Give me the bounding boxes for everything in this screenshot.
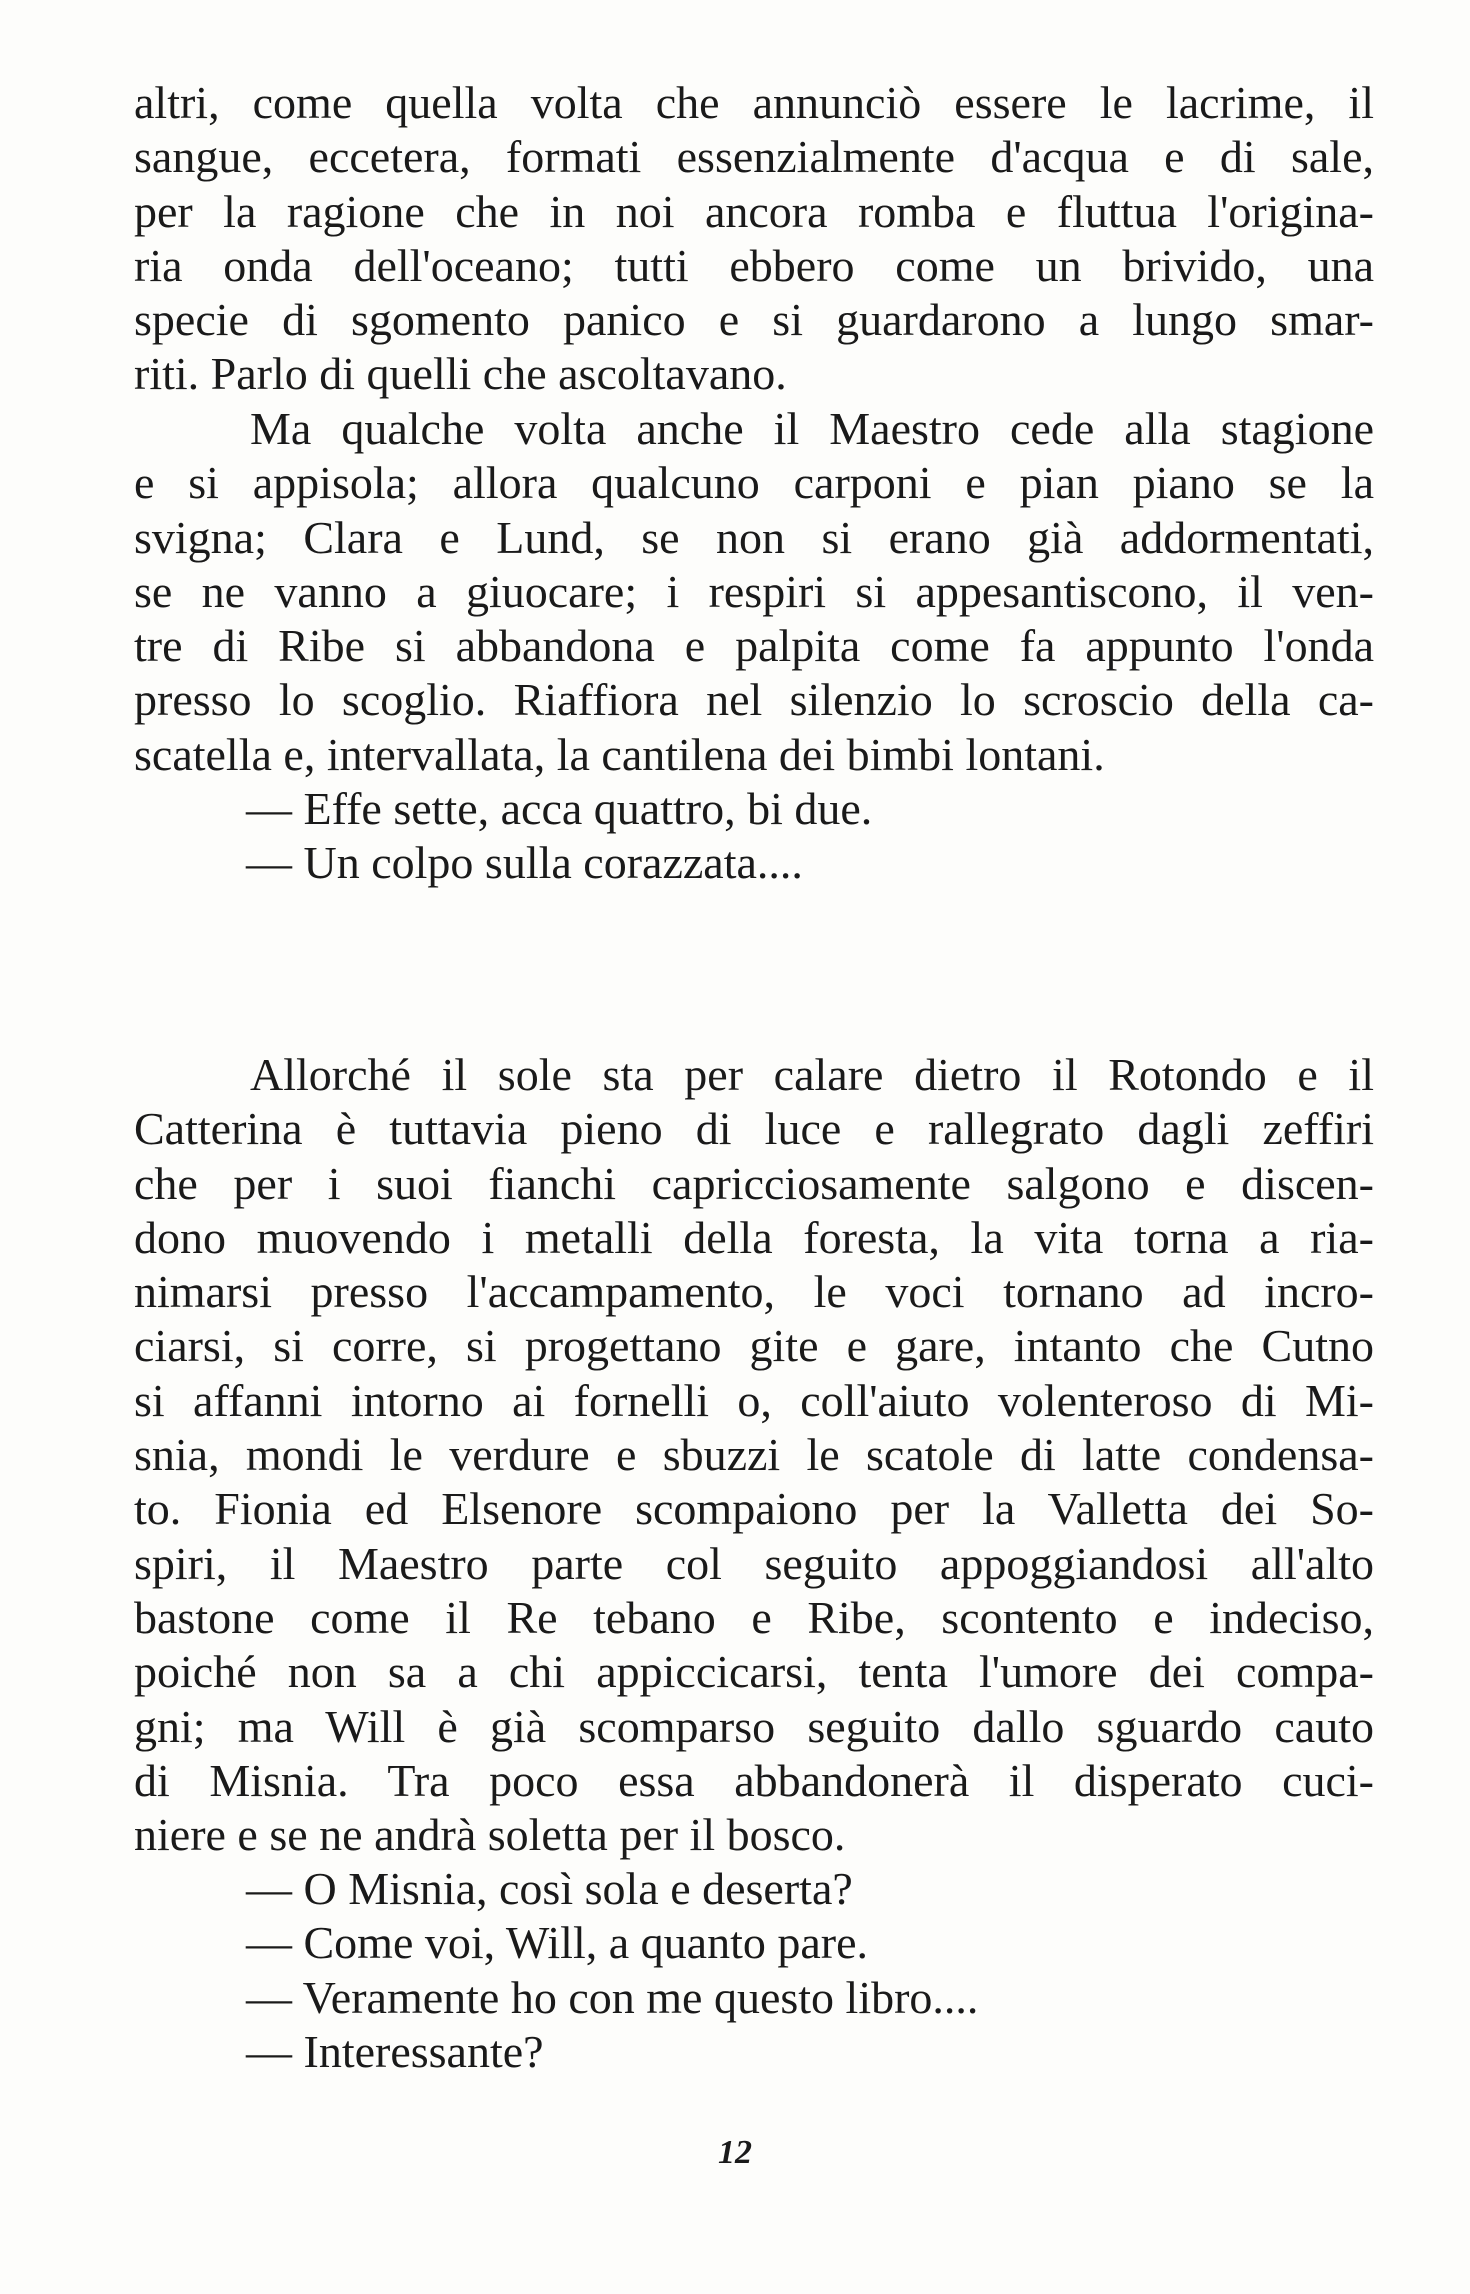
text-line: di Misnia. Tra poco essa abbandonerà il disperato cuci- (134, 1754, 1374, 1806)
dialogue-block (134, 782, 1374, 891)
paragraph-continuation (134, 76, 1374, 402)
paragraph-maestro (134, 402, 1374, 782)
text-line: riti. Parlo di quelli che ascoltavano. (134, 348, 787, 400)
dialogue-line: — Un colpo sulla corazzata.... (246, 837, 803, 889)
text-line: bastone come il Re tebano e Ribe, scontento e indeciso, (134, 1591, 1374, 1643)
text-line: tre di Ribe si abbandona e palpita come fa appunto l'onda (134, 620, 1374, 672)
dialogue-line: — Effe sette, acca quattro, bi due. (246, 783, 873, 834)
text-line: scatella e, intervallata, la cantilena dei bimbi lontani. (134, 728, 1105, 780)
text-line: specie di sgomento panico e si guardarono a lungo smar- (134, 294, 1374, 346)
text-line: altri, come quella volta che annunciò essere le lacrime, il (134, 77, 1374, 128)
text-line: ciarsi, si corre, si progettano gite e gare, intanto che Cutno (134, 1320, 1374, 1372)
text-line: se ne vanno a giuocare; i respiri si appesantiscono, il ven- (134, 565, 1374, 617)
text-line: Catterina è tuttavia pieno di luce e rallegrato dagli zeffiri (134, 1103, 1374, 1155)
text-line: si affanni intorno ai fornelli o, coll'aiuto volenteroso di Mi- (134, 1374, 1374, 1426)
text-line: Allorché il sole sta per calare dietro il Rotondo e il (250, 1049, 1374, 1100)
dialogue-line: — Come voi, Will, a quanto pare. (246, 1917, 869, 1969)
dialogue-line: — Interessante? (246, 2025, 544, 2077)
dialogue-line: — Veramente ho con me questo libro.... (246, 1971, 979, 2023)
text-line: svigna; Clara e Lund, se non si erano già addormentati, (134, 511, 1374, 563)
paragraph-sunset (134, 1048, 1374, 1862)
page-number: 12 (718, 2134, 752, 2171)
text-line: Ma qualche volta anche il Maestro cede alla stagione (250, 403, 1374, 454)
text-line: poiché non sa a chi appiccicarsi, tenta l'umore dei compa- (134, 1646, 1374, 1698)
text-line: gni; ma Will è già scomparso seguito dallo sguardo cauto (134, 1700, 1374, 1752)
text-line: nimarsi presso l'accampamento, le voci tornano ad incro- (134, 1266, 1374, 1318)
text-line: snia, mondi le verdure e sbuzzi le scatole di latte condensa- (134, 1429, 1374, 1481)
dialogue-line: — O Misnia, così sola e deserta? (246, 1863, 853, 1914)
text-line: e si appisola; allora qualcuno carponi e pian piano se la (134, 457, 1374, 509)
text-line: spiri, il Maestro parte col seguito appoggiandosi all'alto (134, 1537, 1374, 1589)
text-line: sangue, eccetera, formati essenzialmente d'acqua e di sale, (134, 131, 1374, 183)
text-line: dono muovendo i metalli della foresta, la vita torna a ria- (134, 1211, 1374, 1263)
text-line: to. Fionia ed Elsenore scompaiono per la Valletta dei So- (134, 1483, 1374, 1535)
text-line: per la ragione che in noi ancora romba e fluttua l'origina- (134, 185, 1374, 237)
dialogue-block (134, 1862, 1374, 2079)
text-line: ria onda dell'oceano; tutti ebbero come un brivido, una (134, 239, 1374, 291)
text-line: niere e se ne andrà soletta per il bosco. (134, 1809, 846, 1861)
text-line: presso lo scoglio. Riaffiora nel silenzio lo scroscio della ca- (134, 674, 1374, 726)
text-line: che per i suoi fianchi capricciosamente salgono e discen- (134, 1157, 1374, 1209)
